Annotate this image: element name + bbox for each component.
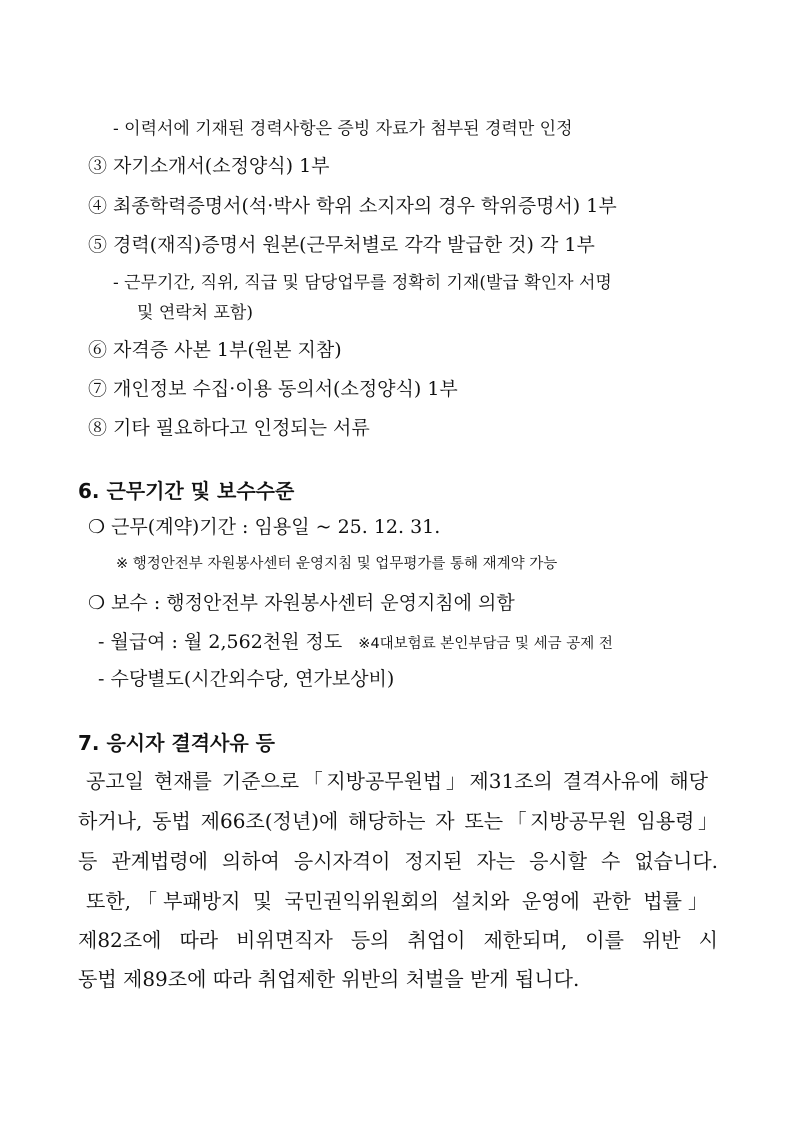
doc-item-5: ⑤ 경력(재직)증명서 원본(근무처별로 각각 발급한 것) 각 1부 — [88, 234, 595, 256]
doc-item-8: ⑧ 기타 필요하다고 인정되는 서류 — [88, 417, 370, 439]
monthly-salary — [98, 627, 613, 654]
monthly-salary-note: ※4대보험료 본인부담금 및 세금 공제 전 — [358, 636, 613, 652]
section-7-heading: 7. 응시자 결격사유 등 — [78, 731, 275, 755]
doc-item-4: ④ 최종학력증명서(석·박사 학위 소지자의 경우 학위증명서) 1부 — [88, 195, 617, 217]
para-1-line-1: 공고일 현재를 기준으로「지방공무원법」제31조의 결격사유에 해당 — [86, 769, 708, 793]
career-note: - 이력서에 기재된 경력사항은 증빙 자료가 첨부된 경력만 인정 — [113, 119, 573, 139]
doc-item-5-note-1: - 근무기간, 직위, 직급 및 담당업무를 정확히 기재(발급 확인자 서명 — [113, 273, 612, 293]
para-2-line-2: 제82조에 따라 비위면직자 등의 취업이 제한되며, 이를 위반 시 — [78, 928, 718, 952]
para-2-line-3: 동법 제89조에 따라 취업제한 위반의 처벌을 받게 됩니다. — [78, 967, 580, 991]
para-1-line-2: 하거나, 동법 제66조(정년)에 해당하는 자 또는「지방공무원 임용령」 — [78, 809, 718, 833]
section-6-heading: 6. 근무기간 및 보수수준 — [78, 479, 295, 503]
doc-item-6: ⑥ 자격증 사본 1부(원본 지참) — [88, 339, 342, 361]
doc-item-7: ⑦ 개인정보 수집·이용 동의서(소정양식) 1부 — [88, 378, 458, 400]
allowance-line: - 수당별도(시간외수당, 연가보상비) — [98, 668, 395, 690]
pay-line: ❍ 보수 : 행정안전부 자원봉사센터 운영지침에 의함 — [88, 592, 515, 614]
para-1-line-3: 등 관계법령에 의하여 응시자격이 정지된 자는 응시할 수 없습니다. — [78, 849, 718, 873]
doc-item-5-note-2: 및 연락처 포함) — [137, 303, 253, 323]
work-period: ❍ 근무(계약)기간 : 임용일 ~ 25. 12. 31. — [88, 516, 441, 538]
work-period-note: ※ 행정안전부 자원봉사센터 운영지침 및 업무평가를 통해 재계약 가능 — [116, 556, 558, 572]
para-2-line-1: 또한,「부패방지 및 국민권익위원회의 설치와 운영에 관한 법률」 — [86, 889, 708, 913]
monthly-salary-text: - 월급여 : 월 2,562천원 정도 — [98, 631, 343, 653]
doc-item-3: ③ 자기소개서(소정양식) 1부 — [88, 155, 330, 177]
